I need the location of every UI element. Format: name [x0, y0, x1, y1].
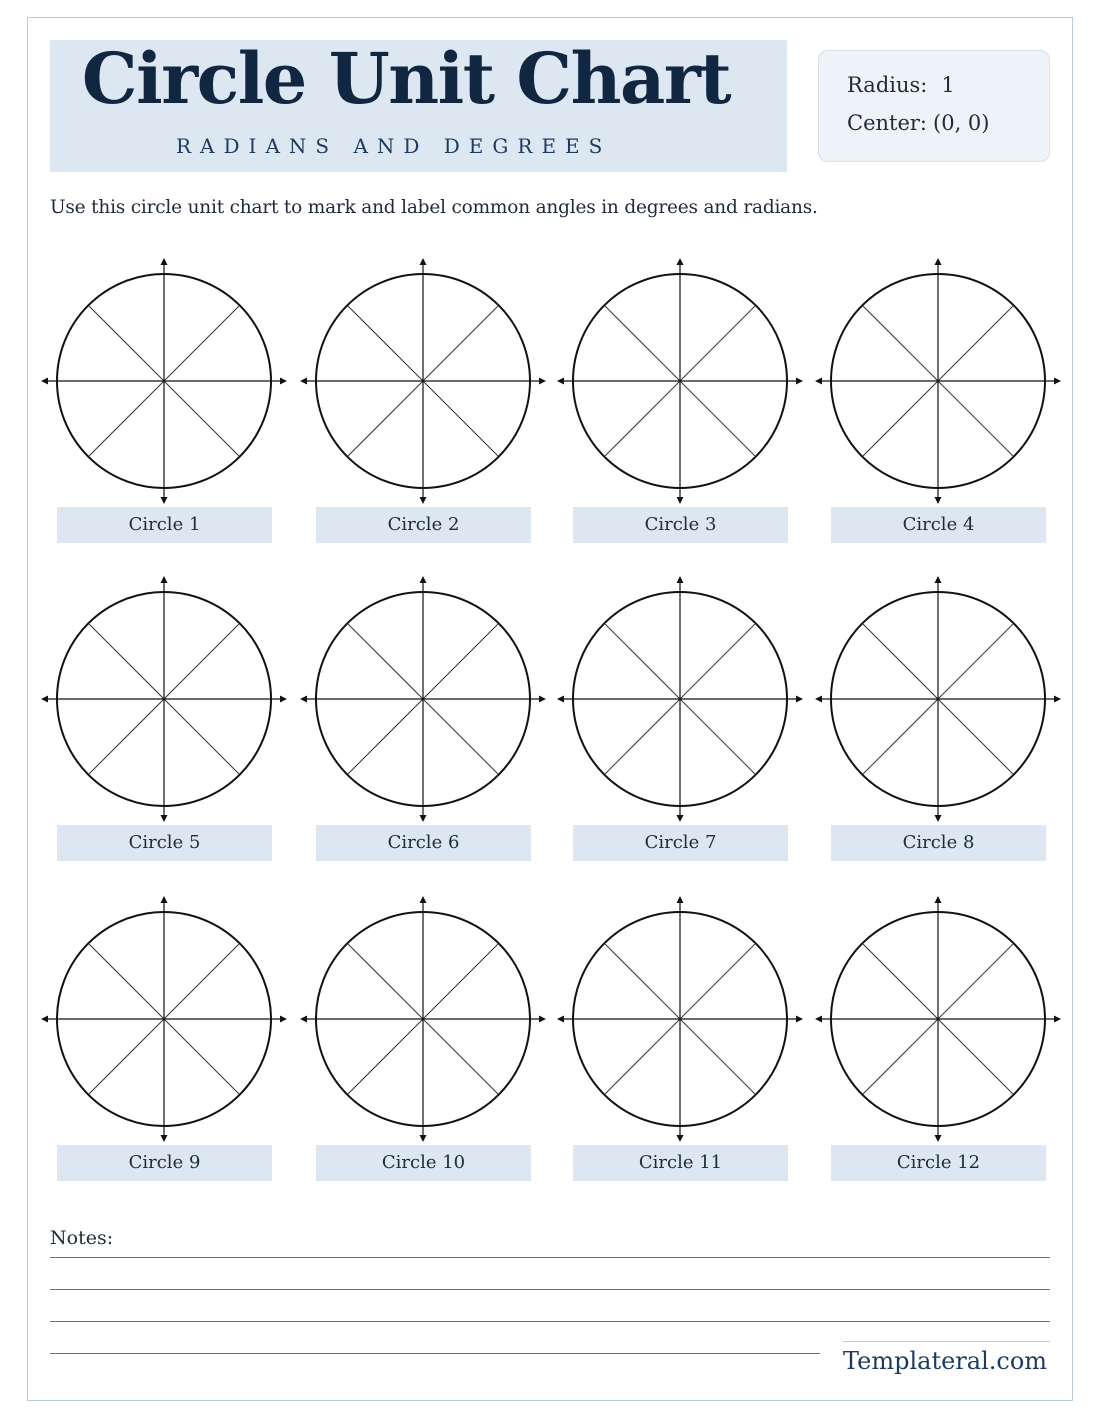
arrow-down-icon — [420, 1135, 427, 1142]
arrow-up-icon — [677, 896, 684, 903]
unit-circle — [550, 569, 810, 829]
arrow-up-icon — [420, 896, 427, 903]
arrow-left-icon — [300, 1016, 307, 1023]
arrow-up-icon — [677, 258, 684, 265]
arrow-left-icon — [557, 696, 564, 703]
unit-circle — [808, 889, 1068, 1149]
arrow-up-icon — [935, 896, 942, 903]
arrow-left-icon — [41, 378, 48, 385]
circle-label: Circle 2 — [316, 507, 531, 543]
arrow-right-icon — [539, 696, 546, 703]
radius-label: Radius: — [847, 73, 928, 97]
arrow-left-icon — [557, 1016, 564, 1023]
center-value: (0, 0) — [933, 111, 990, 135]
arrow-up-icon — [935, 258, 942, 265]
circle-label: Circle 6 — [316, 825, 531, 861]
arrow-right-icon — [796, 696, 803, 703]
unit-circle — [34, 569, 294, 829]
footer-brand: Templateral.com — [843, 1347, 1048, 1375]
unit-circle — [34, 251, 294, 511]
page-title: Circle Unit Chart — [81, 37, 731, 120]
arrow-right-icon — [539, 1016, 546, 1023]
arrow-up-icon — [161, 896, 168, 903]
circle-label: Circle 8 — [831, 825, 1046, 861]
arrow-left-icon — [300, 696, 307, 703]
unit-circle — [550, 251, 810, 511]
footer-rule — [843, 1341, 1050, 1342]
arrow-down-icon — [420, 815, 427, 822]
info-box — [818, 50, 1050, 162]
arrow-down-icon — [677, 815, 684, 822]
arrow-left-icon — [815, 378, 822, 385]
arrow-left-icon — [815, 696, 822, 703]
unit-circle — [293, 569, 553, 829]
circle-label: Circle 4 — [831, 507, 1046, 543]
circle-label: Circle 10 — [316, 1145, 531, 1181]
arrow-up-icon — [935, 576, 942, 583]
arrow-down-icon — [420, 497, 427, 504]
arrow-left-icon — [41, 696, 48, 703]
arrow-left-icon — [815, 1016, 822, 1023]
arrow-right-icon — [1054, 1016, 1061, 1023]
arrow-up-icon — [161, 576, 168, 583]
arrow-down-icon — [935, 815, 942, 822]
arrow-up-icon — [677, 576, 684, 583]
arrow-right-icon — [280, 378, 287, 385]
radius-row — [847, 73, 955, 97]
unit-circle — [808, 251, 1068, 511]
arrow-down-icon — [161, 497, 168, 504]
note-line[interactable] — [50, 1289, 1050, 1290]
circle-label: Circle 11 — [573, 1145, 788, 1181]
arrow-up-icon — [420, 576, 427, 583]
arrow-left-icon — [557, 378, 564, 385]
note-line[interactable] — [50, 1353, 820, 1354]
instructions-text: Use this circle unit chart to mark and label common angles in degrees and radians. — [50, 197, 818, 218]
circle-label: Circle 7 — [573, 825, 788, 861]
arrow-down-icon — [161, 815, 168, 822]
arrow-right-icon — [796, 378, 803, 385]
circle-label: Circle 1 — [57, 507, 272, 543]
center-label: Center: — [847, 111, 928, 135]
note-line[interactable] — [50, 1321, 1050, 1322]
page-subtitle: RADIANS AND DEGREES — [176, 134, 612, 158]
arrow-down-icon — [935, 497, 942, 504]
arrow-right-icon — [796, 1016, 803, 1023]
arrow-right-icon — [539, 378, 546, 385]
arrow-up-icon — [161, 258, 168, 265]
arrow-down-icon — [677, 1135, 684, 1142]
unit-circle — [293, 251, 553, 511]
unit-circle — [293, 889, 553, 1149]
arrow-left-icon — [300, 378, 307, 385]
circle-label: Circle 5 — [57, 825, 272, 861]
arrow-up-icon — [420, 258, 427, 265]
circle-label: Circle 9 — [57, 1145, 272, 1181]
arrow-right-icon — [280, 1016, 287, 1023]
arrow-left-icon — [41, 1016, 48, 1023]
arrow-right-icon — [1054, 696, 1061, 703]
arrow-down-icon — [935, 1135, 942, 1142]
arrow-down-icon — [161, 1135, 168, 1142]
arrow-right-icon — [280, 696, 287, 703]
notes-label: Notes: — [50, 1227, 114, 1249]
unit-circle — [808, 569, 1068, 829]
arrow-down-icon — [677, 497, 684, 504]
unit-circle — [34, 889, 294, 1149]
center-row — [847, 111, 989, 135]
circle-label: Circle 3 — [573, 507, 788, 543]
unit-circle — [550, 889, 810, 1149]
note-line[interactable] — [50, 1257, 1050, 1258]
radius-value: 1 — [941, 73, 955, 97]
circle-label: Circle 12 — [831, 1145, 1046, 1181]
arrow-right-icon — [1054, 378, 1061, 385]
